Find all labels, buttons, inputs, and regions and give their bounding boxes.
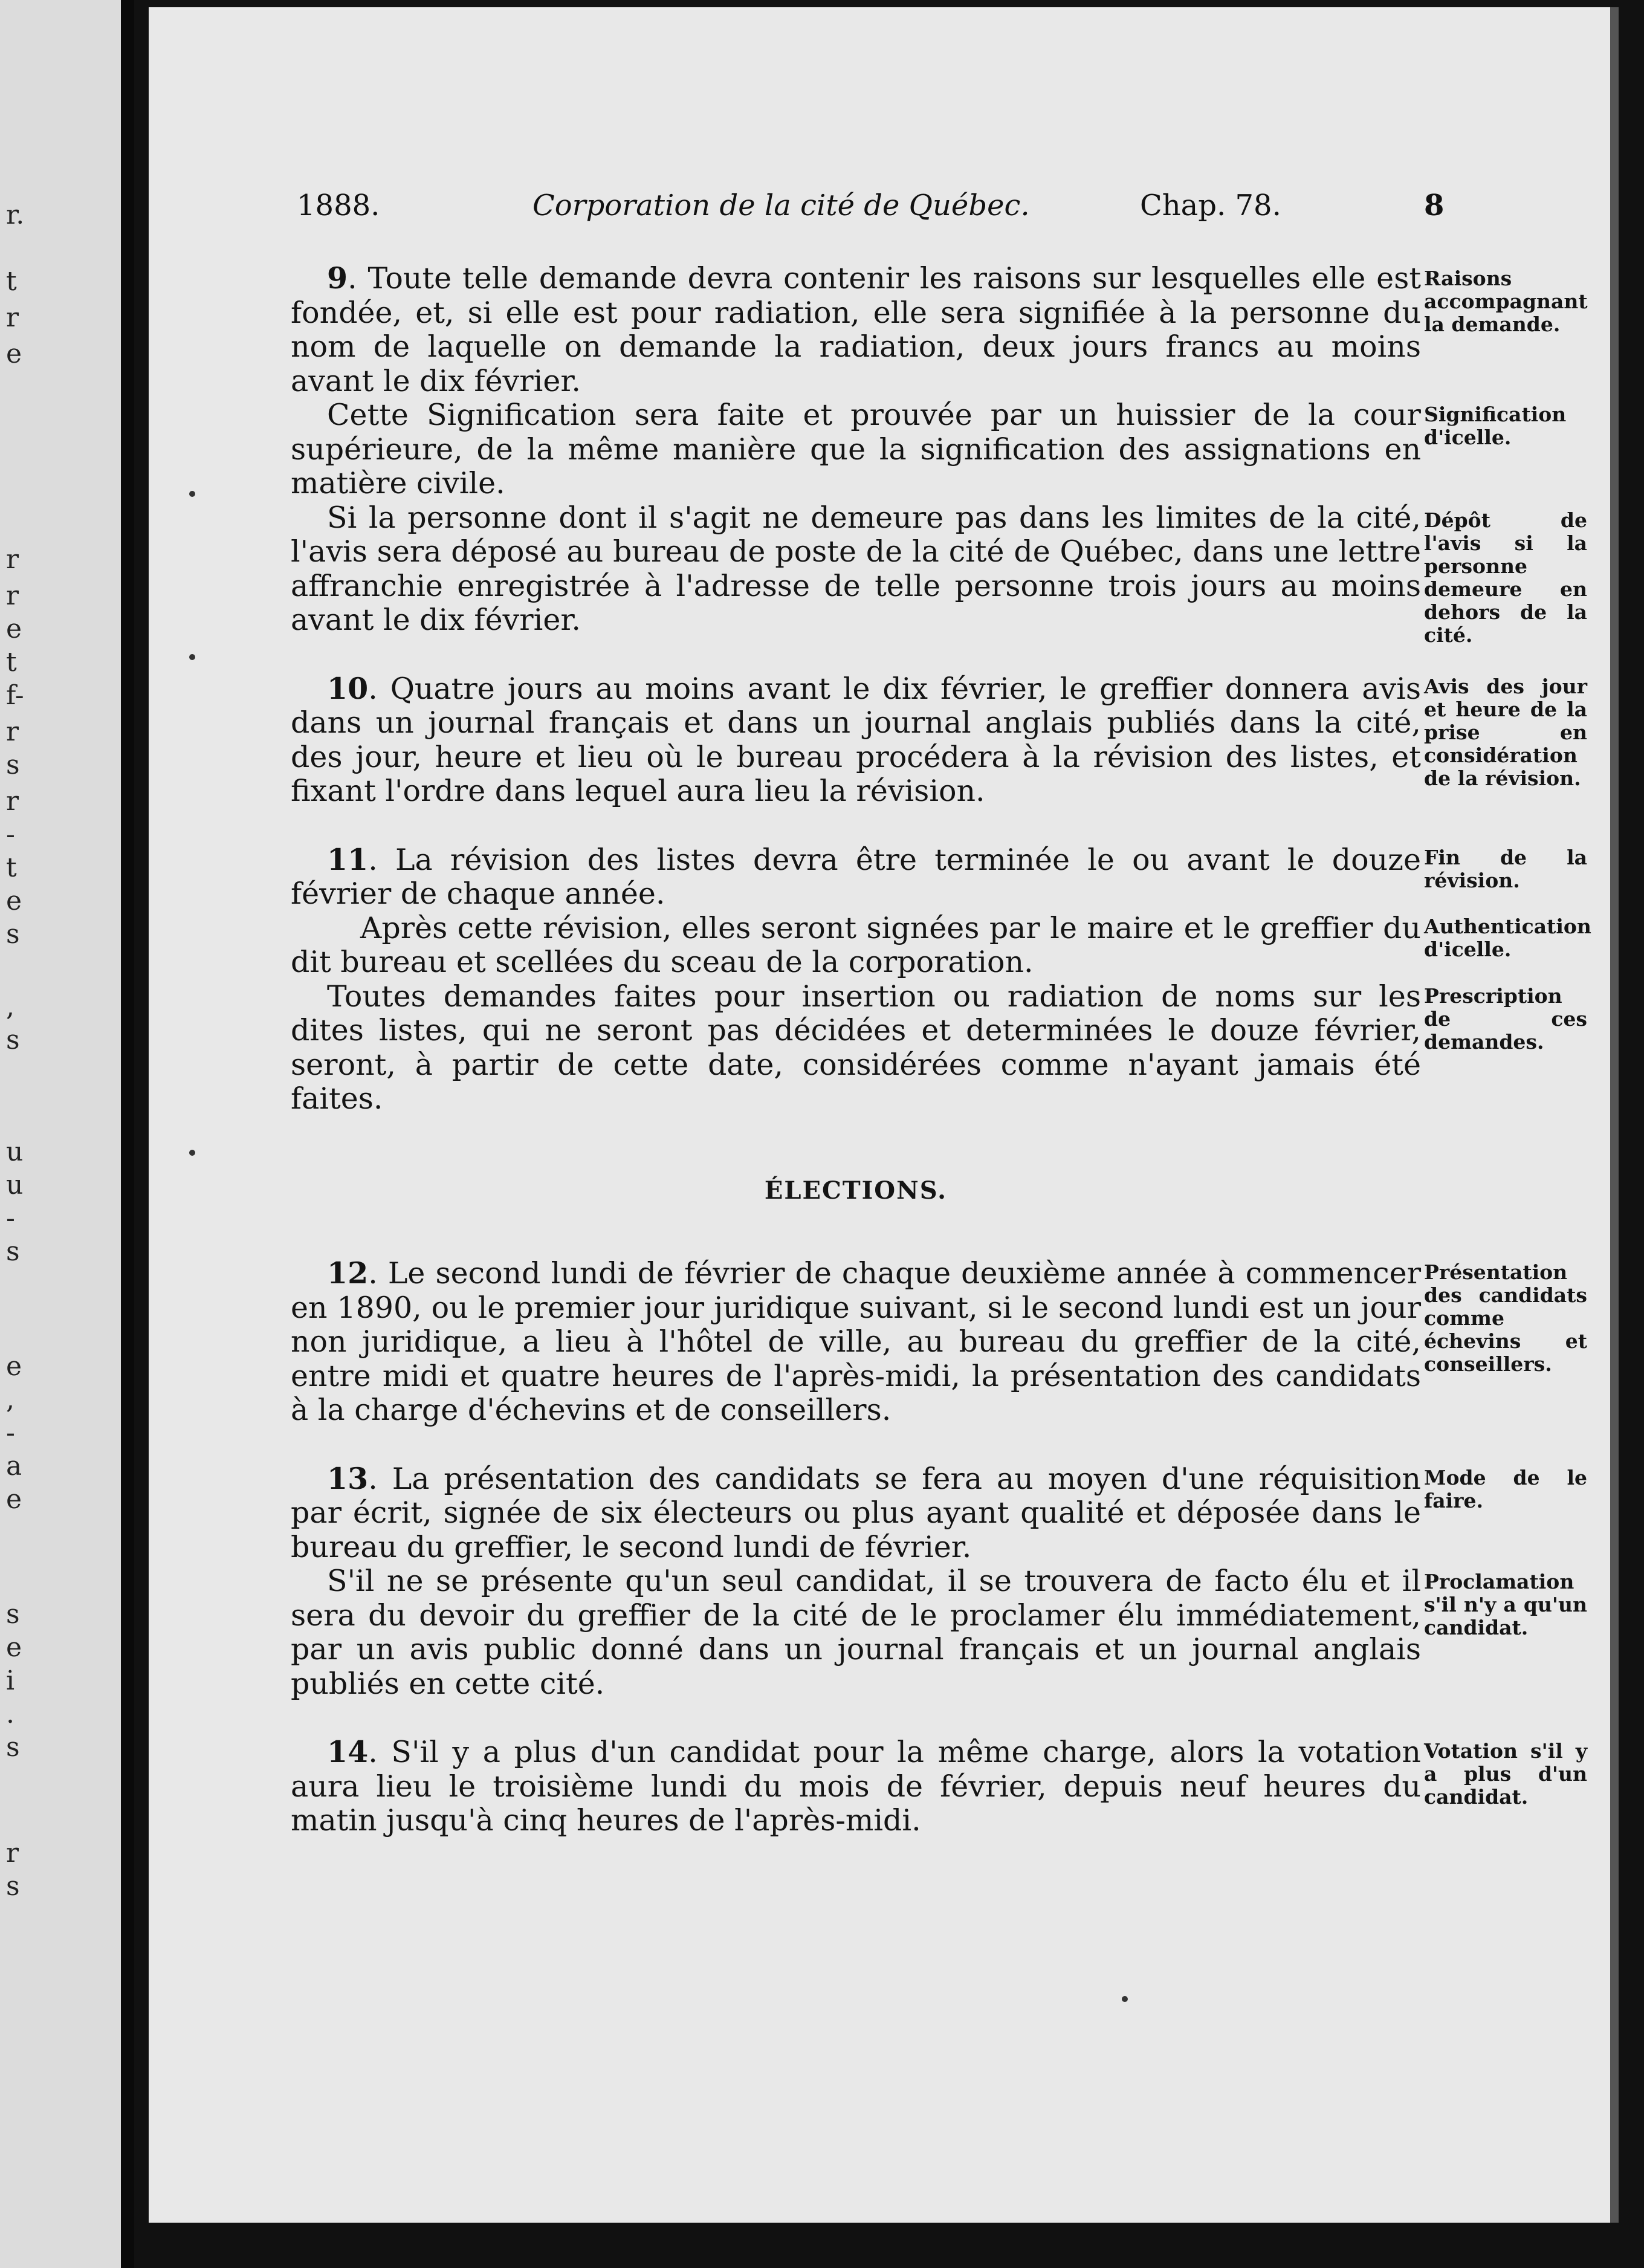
edge-fragment: r: [6, 544, 19, 575]
margin-note-fin: Fin de la révision.: [1424, 845, 1587, 892]
article-number-dot: .: [368, 671, 390, 706]
article-paragraph: S'il ne se présente qu'un seul candidat, il se trouvera de facto élu et il sera du devoir du greffier de la cité de le proclamer élu immédiatement, par un avis public donné dans un journal français et un journal anglais publiés en cette cité.: [291, 1564, 1421, 1701]
article-paragraph: La présentation des candidats se fera au moyen d'une réquisition par écrit, signée de six électeurs ou plus ayant qualité et déposée dans le bureau du greffier, le second lundi de février.: [291, 1461, 1421, 1564]
article-number-dot: .: [348, 261, 368, 296]
edge-fragment: s: [6, 1236, 20, 1267]
edge-fragment: t: [6, 647, 17, 678]
edge-fragment: u: [6, 1136, 24, 1167]
edge-fragment: e: [6, 339, 22, 369]
edge-fragment: r: [6, 580, 19, 611]
edge-fragment: e: [6, 1351, 22, 1382]
edge-fragment: s: [6, 750, 20, 780]
margin-note-proclamation: Proclamation s'il n'y a qu'un candidat.: [1424, 1569, 1587, 1639]
edge-fragment: s: [6, 1871, 20, 1902]
header-chapter: Chap. 78.: [1140, 189, 1281, 222]
running-header: [149, 189, 1610, 237]
article-number: 11: [327, 841, 369, 877]
article-number: 9: [327, 261, 348, 296]
article-13: [291, 1460, 1587, 1702]
edge-fragment: e: [6, 614, 22, 644]
article-paragraph: Si la personne dont il s'agit ne demeure pas dans les limites de la cité, l'avis sera déposé au bureau de poste de la cité de Québec, dans une lettre affranchie enregistrée à l'adresse de telle personne trois jours au moins avant le dix février.: [291, 500, 1421, 637]
edge-fragment: -: [6, 1203, 15, 1234]
article-paragraph: Quatre jours au moins avant le dix février, le greffier donnera avis dans un journal français et dans un journal anglais publiés dans la cité, des jour, heure et lieu où le bureau procédera à la révision des listes, et fixant l'ordre dans lequel aura lieu la révision.: [291, 671, 1421, 808]
edge-fragment: a: [6, 1451, 22, 1482]
article-number-dot: .: [368, 1256, 388, 1291]
facing-page-edge: [0, 0, 134, 2268]
article-number: 12: [327, 1256, 369, 1291]
edge-fragment: s: [6, 1732, 20, 1763]
article-paragraph: La révision des listes devra être terminée le ou avant le douze février de chaque année.: [291, 842, 1421, 911]
margin-note-votation: Votation s'il y a plus d'un candidat.: [1424, 1739, 1587, 1809]
print-speck: [189, 491, 195, 497]
margin-note-raisons: Raisons accompagnant la demande.: [1424, 267, 1588, 336]
margin-note-avis: Avis des jour et heure de la prise en considération de la révision.: [1424, 674, 1587, 790]
article-paragraph: Cette Signification sera faite et prouvée par un huissier de la cour supérieure, de la même manière que la signification des assignations en matière civile.: [291, 398, 1421, 501]
edge-fragment: -: [6, 1418, 15, 1448]
margin-note-mode: Mode de le faire.: [1424, 1465, 1587, 1512]
article-number: 14: [327, 1734, 369, 1769]
print-speck: [189, 654, 195, 660]
edge-fragment: t: [6, 852, 17, 883]
edge-fragment: ,: [6, 1384, 15, 1415]
edge-fragment: e: [6, 1632, 22, 1663]
edge-fragment: r.: [6, 199, 25, 230]
margin-note-presentation: Présentation des candidats comme échevins et conseillers.: [1424, 1260, 1587, 1376]
article-14: [291, 1734, 1587, 1838]
edge-fragment: t: [6, 266, 17, 297]
edge-fragment: r: [6, 1838, 19, 1868]
edge-fragment: -: [6, 819, 15, 850]
article-number: 10: [327, 670, 369, 706]
article-paragraph: Le second lundi de février de chaque deuxième année à commencer en 1890, ou le premier jour juridique suivant, si le second lundi est un jour non juridique, a lieu à l'hôtel de ville, au bureau du greffier de la cité, entre midi et quatre heures de l'après-midi, la présentation des candidats à la charge d'échevins et de conseillers.: [291, 1256, 1421, 1427]
margin-note-depot: Dépôt de l'avis si la personne demeure en dehors de la cité.: [1424, 508, 1587, 647]
edge-fragment: s: [6, 919, 20, 950]
article-number-dot: .: [368, 1735, 392, 1769]
edge-fragment: ,: [6, 991, 15, 1022]
article-number-dot: .: [368, 1461, 392, 1496]
section-heading: ÉLECTIONS.: [764, 1176, 948, 1205]
article-9: [291, 261, 1588, 647]
article-paragraph: S'il y a plus d'un candidat pour la même charge, alors la votation aura lieu le troisième lundi du mois de février, depuis neuf heures du matin jusqu'à cinq heures de l'après-midi.: [291, 1735, 1421, 1838]
print-speck: [1122, 1996, 1128, 2002]
print-speck: [189, 1150, 195, 1156]
margin-note-prescription: Prescription de ces demandes.: [1424, 983, 1587, 1054]
article-paragraph: Après cette révision, elles seront signées par le maire et le greffier du dit bureau et scellées du sceau de la corporation.: [291, 910, 1421, 979]
document-page: [149, 7, 1619, 2223]
edge-fragment: r: [6, 302, 19, 333]
edge-fragment: e: [6, 1484, 22, 1515]
edge-fragment: s: [6, 1599, 20, 1630]
edge-fragment: u: [6, 1170, 24, 1200]
article-paragraph: Toute telle demande devra contenir les raisons sur lesquelles elle est fondée, et, si elle est pour radiation, elle sera signifiée à la personne du nom de laquelle on demande la radiation, deux jours francs au moins avant le dix février.: [291, 261, 1422, 398]
article-paragraph: Toutes demandes faites pour insertion ou radiation de noms sur les dites listes, qui ne seront pas décidées et determinées le douze février, seront, à partir de cette date, considérées comme n'ayant jamais été faites.: [291, 979, 1421, 1116]
edge-fragment: e: [6, 886, 22, 916]
page-body: [291, 261, 1591, 1838]
edge-fragment: r: [6, 786, 19, 817]
article-11: [291, 841, 1591, 1116]
article-10: [291, 670, 1587, 809]
margin-note-signification: Signification d'icelle.: [1424, 403, 1567, 449]
edge-fragment: r: [6, 716, 19, 747]
edge-fragment: .: [6, 1699, 15, 1729]
margin-note-authentication: Authentication d'icelle.: [1424, 914, 1591, 961]
article-number-dot: .: [368, 842, 395, 877]
article-12: [291, 1256, 1587, 1428]
article-number: 13: [327, 1460, 369, 1496]
page-number: 8: [1424, 189, 1445, 222]
header-year: 1888.: [297, 189, 380, 222]
header-title: Corporation de la cité de Québec.: [532, 189, 1030, 222]
edge-fragment: s: [6, 1025, 20, 1055]
edge-fragment: i: [6, 1665, 15, 1696]
edge-fragment: f-: [6, 680, 24, 711]
